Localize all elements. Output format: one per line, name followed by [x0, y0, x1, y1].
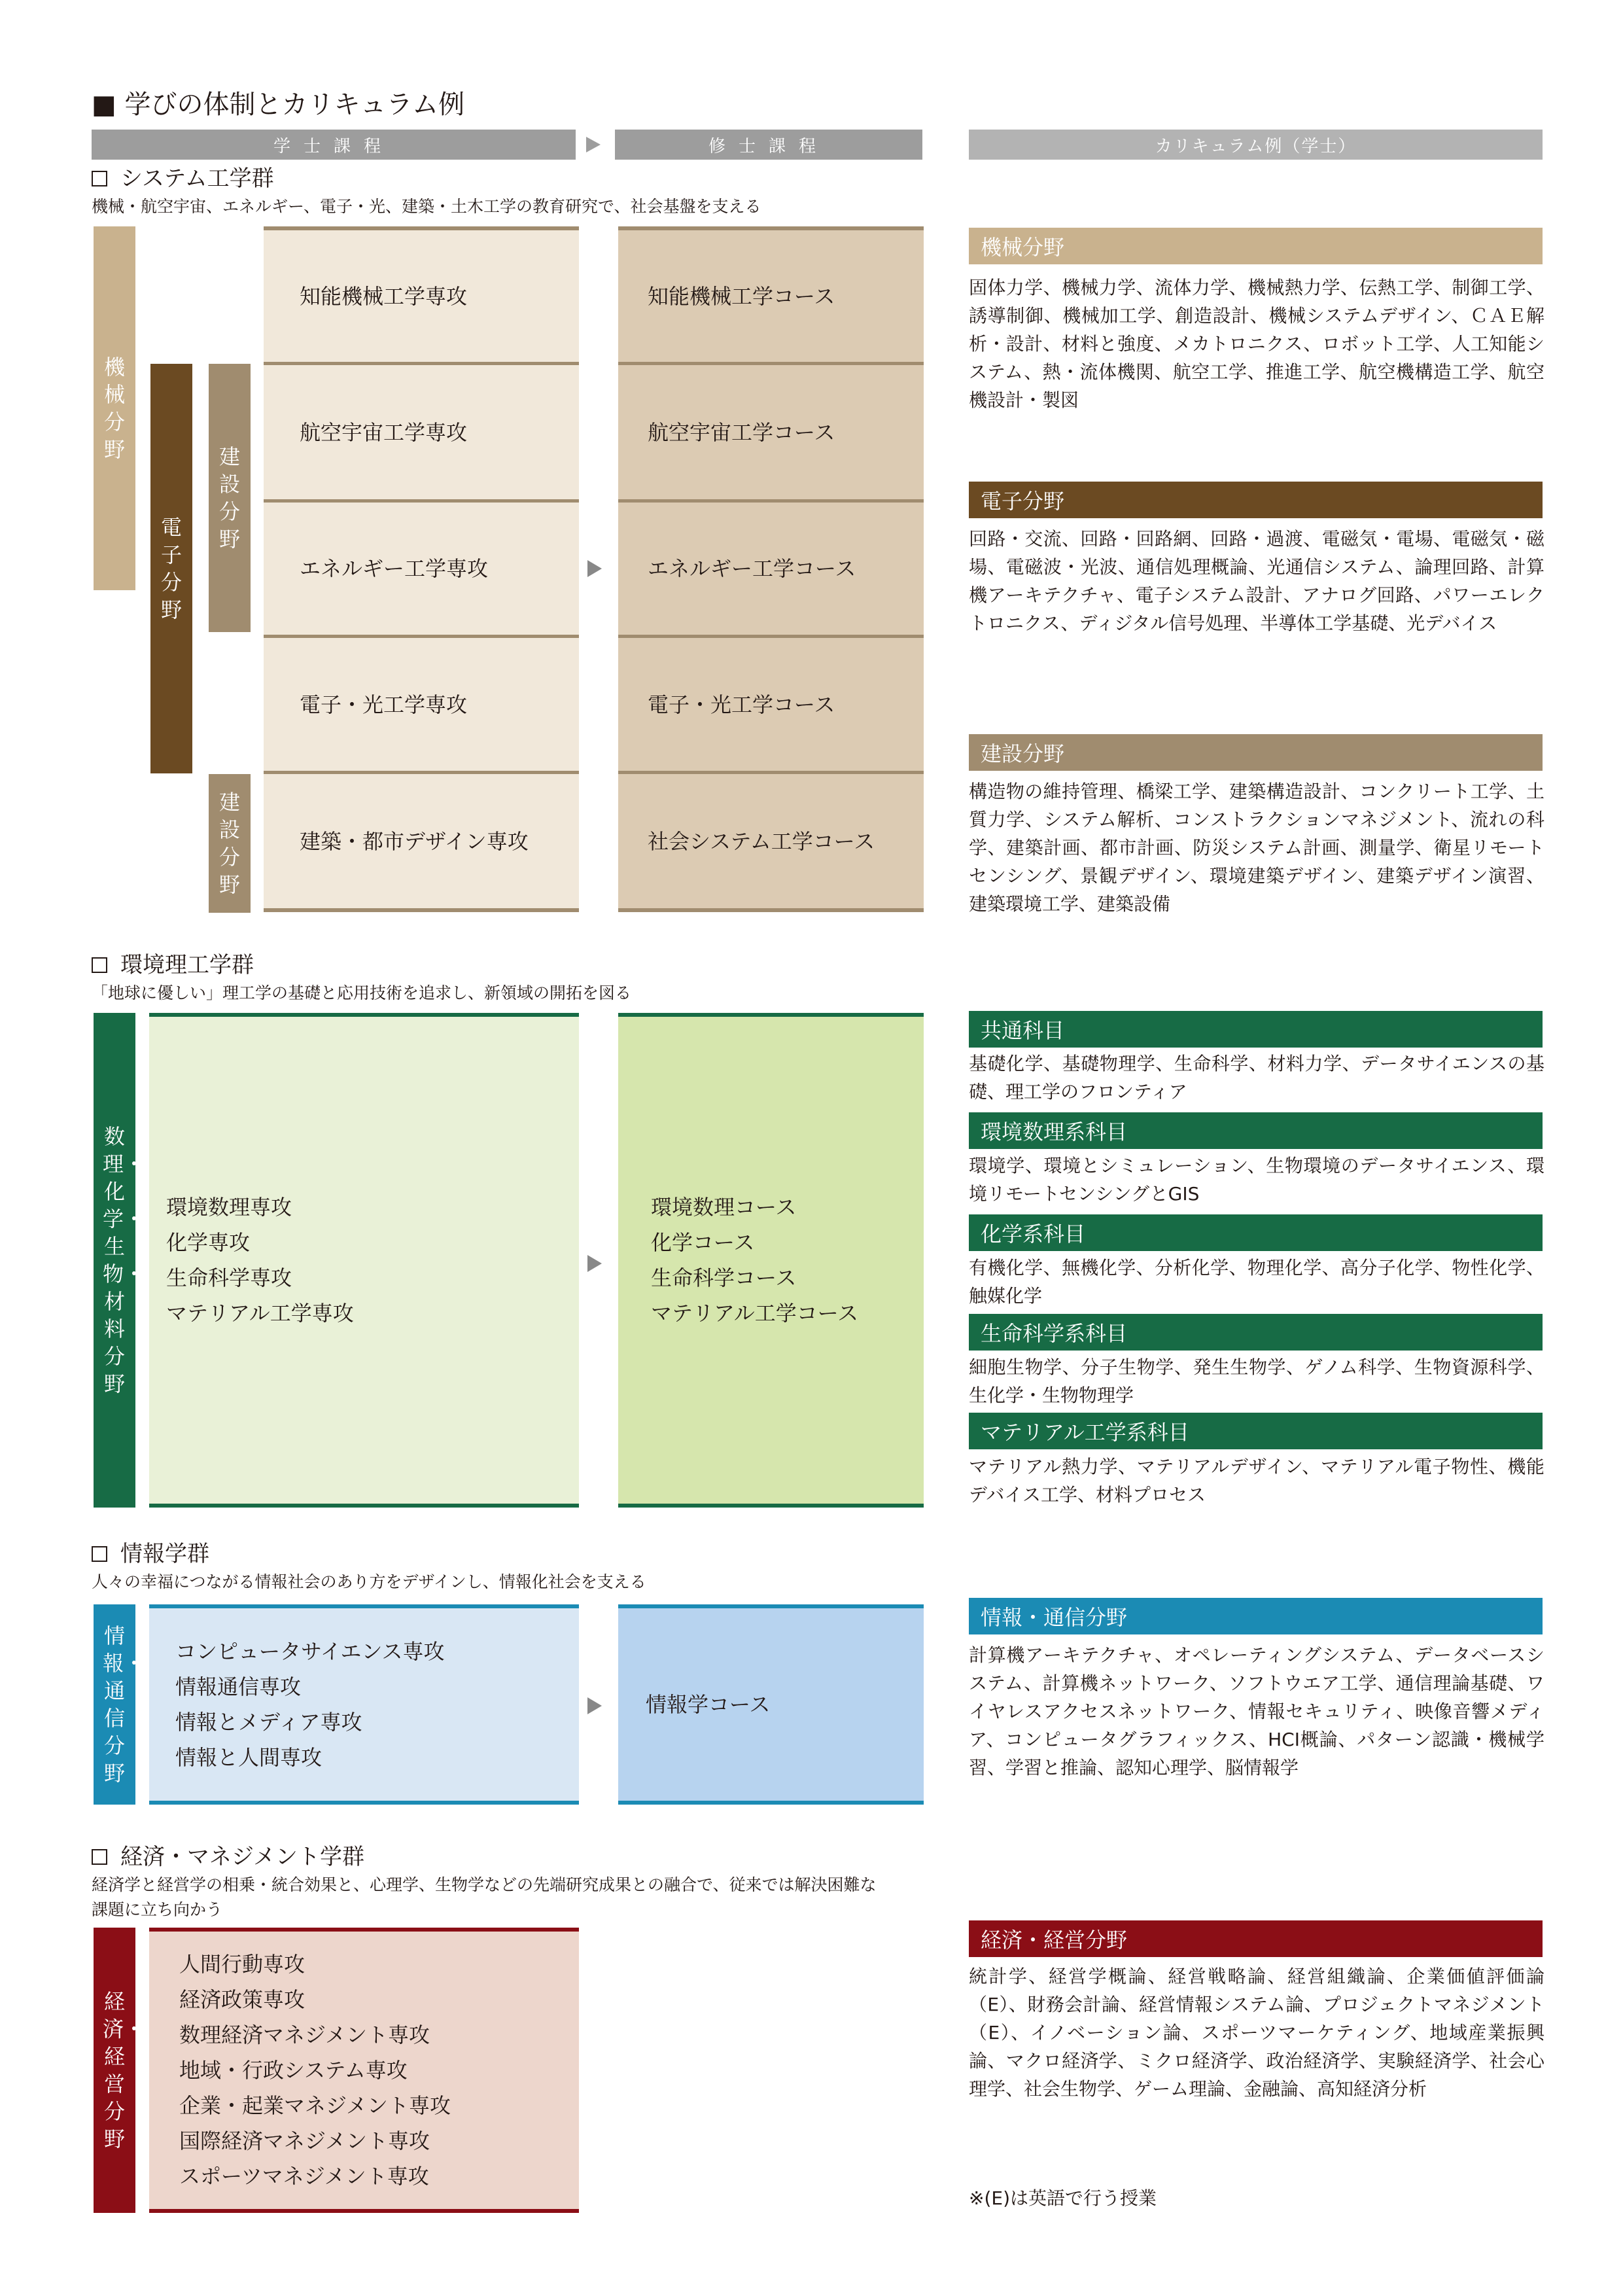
major-cell: 建築・都市デザイン専攻	[300, 828, 529, 854]
course-cell: 航空宇宙工学コース	[648, 419, 835, 445]
header-curriculum	[969, 130, 1543, 160]
section-title-information	[92, 1539, 209, 1569]
section-title-economics	[92, 1842, 364, 1872]
section-title-systems	[92, 164, 274, 194]
section-title-environment	[92, 950, 254, 980]
field-bar-mechanical-label: 機械分野	[103, 355, 125, 462]
section-title-systems-text: システム工学群	[120, 166, 274, 192]
major-item: 情報と人間専攻	[175, 1745, 323, 1770]
curriculum-text-civil: 構造物の維持管理、橋梁工学、建築構造設計、コンクリート工学、土質力学、システム解析、コンストラクションマネジメント、流れの科学、建築計画、都市計画、防災システム計画、測量学、衛星リモートセンシング、景観デザイン、環境建築デザイン、建築デザイン演習、建築環境工学、建築設備	[969, 781, 1544, 915]
major-item: スポーツマネジメント専攻	[179, 2164, 429, 2189]
field-bar-environment	[94, 1013, 145, 1508]
checkbox-square-icon	[92, 171, 107, 186]
curriculum-text-chemistry: 有機化学、無機化学、分析化学、物理化学、高分子化学、物性化学、触媒化学	[969, 1257, 1544, 1307]
course-item: 化学コース	[651, 1230, 755, 1255]
major-item: マテリアル工学専攻	[166, 1301, 354, 1326]
major-item: 地域・行政システム専攻	[179, 2058, 408, 2083]
field-bar-economics-label: 経済・経営分野	[103, 1989, 145, 2151]
curriculum-heading-information: 情報・通信分野	[969, 1598, 1543, 1634]
course-cell: 電子・光工学コース	[648, 692, 835, 717]
section-title-economics-text: 経済・マネジメント学群	[120, 1844, 364, 1870]
information-course-panel	[618, 1604, 924, 1805]
course-cell: 社会システム工学コース	[648, 828, 875, 854]
field-bar-environment-label: 数理・化学・生物・材料分野	[103, 1124, 145, 1396]
information-majors-panel	[149, 1604, 579, 1805]
major-item: 国際経済マネジメント専攻	[179, 2128, 430, 2153]
curriculum-text-life-science: 細胞生物学、分子生物学、発生生物学、ゲノム科学、生物資源科学、生化学・生物物理学	[969, 1356, 1544, 1406]
course-item: 生命科学コース	[651, 1265, 797, 1290]
major-item: コンピュータサイエンス専攻	[175, 1639, 445, 1664]
field-bar-electronics-label: 電子分野	[160, 515, 182, 622]
section-title-environment-text: 環境理工学群	[120, 952, 254, 978]
field-bar-economics	[94, 1928, 145, 2213]
course-item: 情報学コース	[646, 1692, 771, 1717]
arrow-right-icon	[587, 1255, 602, 1272]
major-item: 人間行動専攻	[179, 1952, 305, 1977]
curriculum-heading-economics: 経済・経営分野	[969, 1920, 1543, 1957]
curriculum-text-electronics: 回路・交流、回路・回路網、回路・過渡、電磁気・電場、電磁気・磁場、電磁波・光波、通信処理概論、光通信システム、論理回路、計算機アーキテクチャ、電子システム設計、アナログ回路、パワーエレクトロニクス、ディジタル信号処理、半導体工学基礎、光デバイス	[969, 528, 1544, 634]
major-item: 情報とメディア専攻	[175, 1710, 362, 1735]
curriculum-heading-life-science: 生命科学系科目	[969, 1314, 1543, 1351]
field-bar-civil-upper	[209, 364, 251, 632]
arrow-right-icon	[587, 1697, 602, 1714]
environment-courses-panel	[618, 1013, 924, 1508]
curriculum-heading-materials: マテリアル工学系科目	[969, 1413, 1543, 1449]
section-subtitle-information: 人々の幸福につながる情報社会のあり方をデザインし、情報化社会を支える	[92, 1572, 646, 1591]
major-item: 情報通信専攻	[175, 1674, 302, 1699]
curriculum-heading-electronics: 電子分野	[969, 482, 1543, 518]
checkbox-square-icon	[92, 1546, 107, 1562]
curriculum-heading-mechanical: 機械分野	[969, 228, 1543, 264]
checkbox-square-icon	[92, 957, 107, 973]
field-bar-civil-lower	[209, 774, 251, 913]
major-cell: 知能機械工学専攻	[300, 283, 468, 309]
major-item: 経済政策専攻	[179, 1987, 305, 2012]
section-subtitle-economics-line1: 経済学と経営学の相乗・統合効果と、心理学、生物学などの先端研究成果との融合で、従来では解決困難な	[92, 1875, 877, 1894]
field-bar-mechanical	[94, 226, 135, 590]
curriculum-text-common: 基礎化学、基礎物理学、生命科学、材料力学、データサイエンスの基礎、理工学のフロンティア	[969, 1053, 1544, 1103]
curriculum-heading-common: 共通科目	[969, 1011, 1543, 1048]
curriculum-text-information: 計算機アーキテクチャ、オペレーティングシステム、データベースシステム、計算機ネットワーク、ソフトウエア工学、通信理論基礎、ワイヤレスアクセスネットワーク、情報セキュリティ、映像音響メディア、コンピュータグラフィックス、HCI概論、パターン認識・機械学習、学習と推論、認知心理学、脳情報学	[969, 1644, 1544, 1778]
major-cell: エネルギー工学専攻	[300, 556, 489, 581]
curriculum-heading-chemistry: 化学系科目	[969, 1214, 1543, 1251]
field-bar-information	[94, 1604, 145, 1805]
course-item: マテリアル工学コース	[651, 1301, 859, 1326]
curriculum-text-materials: マテリアル熱力学、マテリアルデザイン、マテリアル電子物性、機能デバイス工学、材料プロセス	[969, 1456, 1544, 1506]
header-undergrad-label: 学士課程	[273, 136, 394, 156]
major-item: 環境数理専攻	[166, 1195, 292, 1220]
major-cell: 航空宇宙工学専攻	[300, 419, 468, 445]
course-item: 環境数理コース	[651, 1195, 797, 1220]
section-title-information-text: 情報学群	[120, 1541, 209, 1567]
header-curriculum-label: カリキュラム例（学士）	[1155, 136, 1357, 156]
page-title: ■ 学びの体制とカリキュラム例	[92, 90, 465, 120]
curriculum-text-economics: 統計学、経営学概論、経営戦略論、経営組織論、企業価値評価論（E）、財務会計論、経営情報システム論、プロジェクトマネジメント（E）、イノベーション論、スポーツマーケティング、地域産業振興論、マクロ経済学、ミクロ経済学、政治経済学、実験経済学、社会心理学、社会生物学、ゲーム理論、金融論、高知経済分析	[969, 1966, 1544, 2100]
curriculum-text-env-math: 環境学、環境とシミュレーション、生物環境のデータサイエンス、環境リモートセンシングとGIS	[969, 1155, 1544, 1205]
field-bar-electronics	[150, 364, 192, 773]
major-item: 数理経済マネジメント専攻	[179, 2022, 430, 2047]
environment-majors-panel	[149, 1013, 579, 1508]
curriculum-text-mechanical: 固体力学、機械力学、流体力学、機械熱力学、伝熱工学、制御工学、誘導制御、機械加工学、創造設計、機械システムデザイン、ＣＡＥ解析・設計、材料と強度、メカトロニクス、ロボット工学、人工知能システム、熱・流体機関、航空工学、推進工学、航空機構造工学、航空機設計・製図	[969, 277, 1544, 411]
footnote: ※(E)は英語で行う授業	[969, 2187, 1157, 2209]
header-master-label: 修士課程	[708, 136, 829, 156]
section-subtitle-environment: 「地球に優しい」理工学の基礎と応用技術を追求し、新領域の開拓を図る	[92, 983, 632, 1002]
section-subtitle-economics-line2: 課題に立ち向かう	[92, 1900, 223, 1919]
field-bar-information-label: 情報・通信分野	[103, 1623, 145, 1786]
header-undergrad	[92, 130, 576, 160]
major-item: 企業・起業マネジメント専攻	[179, 2093, 451, 2118]
field-bar-civil-upper-label: 建設分野	[218, 444, 240, 552]
checkbox-square-icon	[92, 1849, 107, 1865]
course-cell: 知能機械工学コース	[648, 283, 835, 309]
course-cell: エネルギー工学コース	[648, 556, 856, 581]
curriculum-heading-civil: 建設分野	[969, 734, 1543, 771]
header-arrow-icon	[586, 137, 601, 152]
header-master	[615, 130, 922, 160]
economics-majors-panel	[149, 1928, 579, 2213]
curriculum-heading-env-math: 環境数理系科目	[969, 1112, 1543, 1149]
major-item: 生命科学専攻	[166, 1265, 292, 1290]
section-subtitle-systems: 機械・航空宇宙、エネルギー、電子・光、建築・土木工学の教育研究で、社会基盤を支える	[92, 197, 761, 216]
major-item: 化学専攻	[166, 1230, 251, 1255]
field-bar-civil-lower-label: 建設分野	[218, 790, 240, 897]
major-cell: 電子・光工学専攻	[300, 692, 468, 717]
arrow-right-icon	[587, 560, 602, 577]
